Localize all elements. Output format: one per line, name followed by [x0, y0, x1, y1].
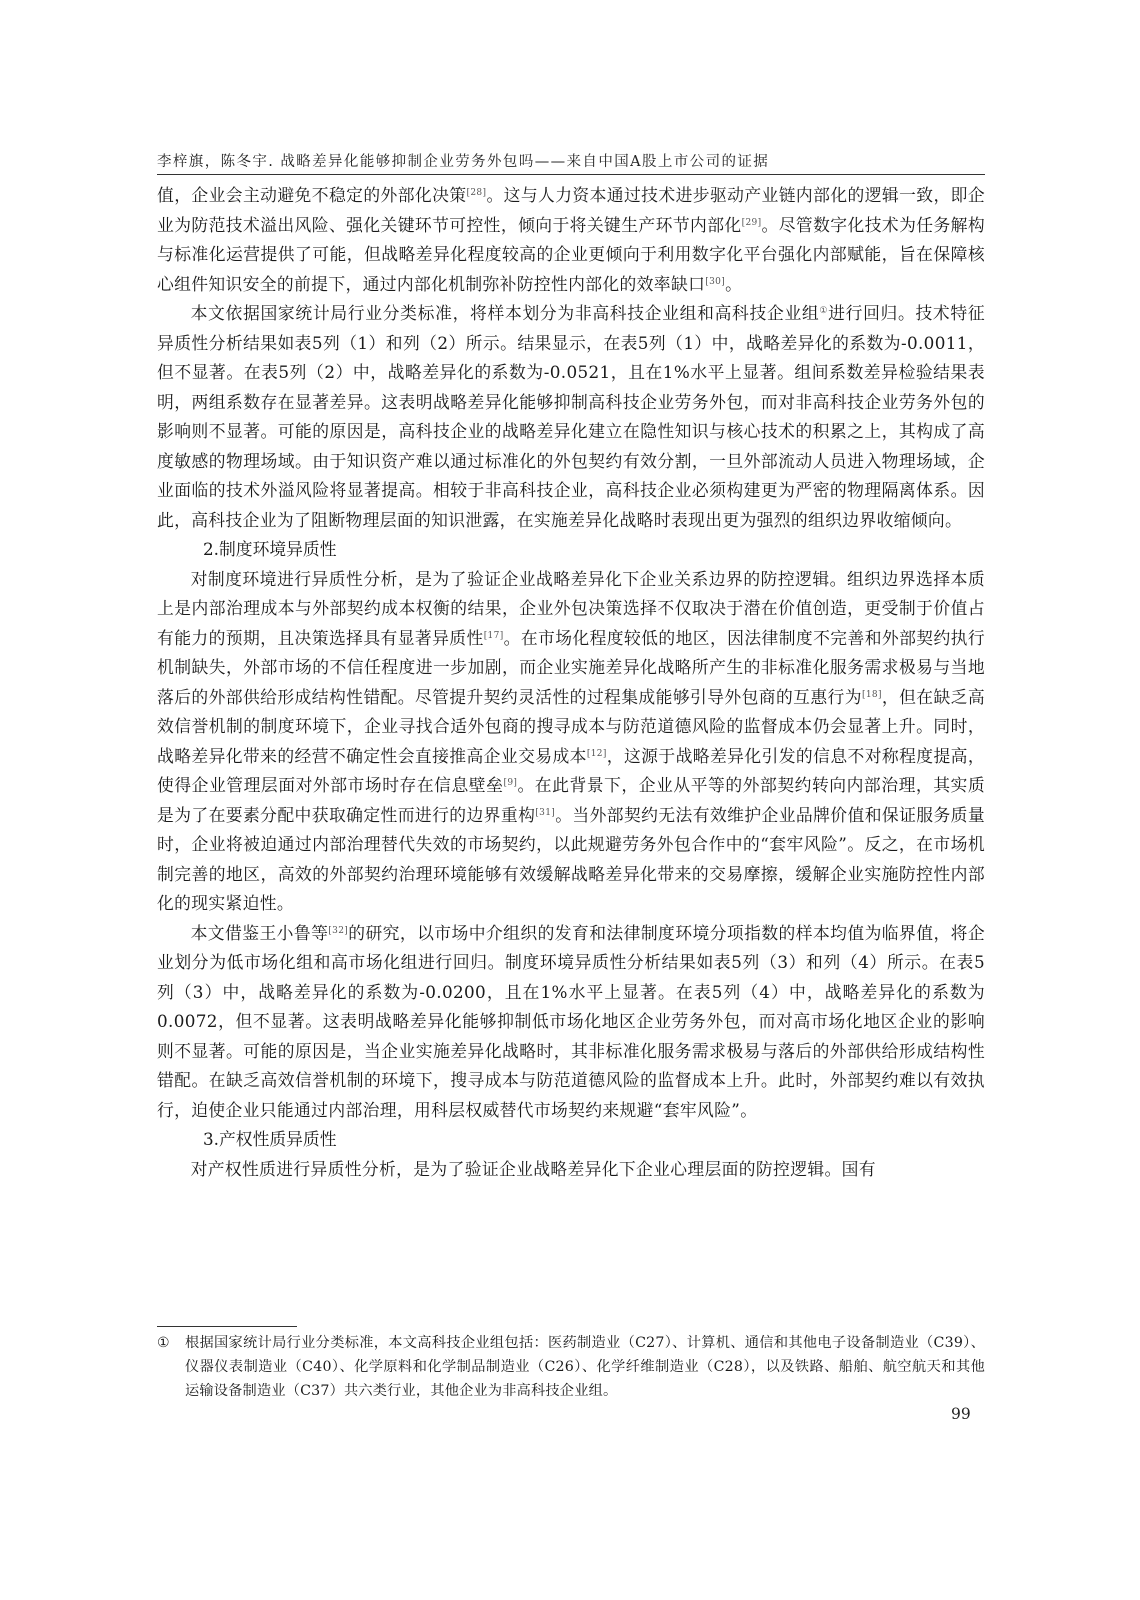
text-run: 。尽管数字化技术为任务解构与标准化运营提供了可能，但战略差异化程度较高的企业更倾向于利用数字化平台强化内部赋能，旨在保障核心组件知识安全的前提下，通过内部化机制弥补防控性内部化的效率缺口 [157, 214, 985, 294]
paragraph-5 [157, 1155, 985, 1185]
footnote-text: 根据国家统计局行业分类标准，本文高科技企业组包括：医药制造业（C27）、计算机、通信和其他电子设备制造业（C39）、仪器仪表制造业（C40）、化学原料和化学制品制造业（C26）、化学纤维制造业（C28），以及铁路、船舶、航空航天和其他运输设备制造业（C37）共六类行业，其他企业为非高科技企业组。 [185, 1335, 985, 1399]
citation-ref[interactable]: [31] [535, 807, 556, 818]
citation-ref[interactable]: [30] [705, 276, 726, 287]
section-heading-3: 3.产权性质异质性 [203, 1129, 337, 1149]
text-run: ，这源于战略差异化引发的信息不对称程度提高，使得企业管理层面对外部市场时存在信息壁垒 [157, 745, 985, 795]
text-run: 。在此背景下，企业从平等的外部契约转向内部治理，其实质是为了在要素分配中获取确定性而进行的边界重构 [157, 775, 985, 825]
paragraph-4 [157, 919, 985, 1126]
text-run: 本文依据国家统计局行业分类标准，将样本划分为非高科技企业组和高科技企业组 [190, 303, 820, 323]
text-run: 对制度环境进行异质性分析，是为了验证企业战略差异化下企业关系边界的防控逻辑。组织边界选择本质上是内部治理成本与外部契约成本权衡的结果，企业外包决策选择不仅取决于潜在价值创造，更受制于价值占有能力的预期，且决策选择具有显著异质性 [157, 568, 985, 648]
citation-ref[interactable]: [18] [861, 689, 882, 700]
citation-ref[interactable]: [12] [586, 748, 607, 759]
text-run: 。在市场化程度较低的地区，因法律制度不完善和外部契约执行机制缺失，外部市场的不信任程度进一步加剧，而企业实施差异化战略所产生的非标准化服务需求极易与当地落后的外部供给形成结构性错配。尽管提升契约灵活性的过程集成能够引导外包商的互惠行为 [157, 627, 985, 707]
footnote-ref[interactable]: ① [819, 306, 829, 316]
paragraph-2 [157, 299, 985, 535]
header-rule [157, 174, 985, 175]
text-run: 对产权性质进行异质性分析，是为了验证企业战略差异化下企业心理层面的防控逻辑。国有 [190, 1158, 876, 1179]
paragraph-3 [157, 565, 985, 919]
paragraph-1 [157, 181, 985, 299]
footnote-rule [157, 1326, 297, 1327]
section-heading-2: 2.制度环境异质性 [203, 539, 337, 559]
text-run: ，但在缺乏高效信誉机制的制度环境下，企业寻找合适外包商的搜寻成本与防范道德风险的监督成本仍会显著上升。同时，战略差异化带来的经营不确定性会直接推高企业交易成本 [157, 686, 985, 766]
running-header: 李梓旗，陈冬宇. 战略差异化能够抑制企业劳务外包吗——来自中国A股上市公司的证据 [157, 154, 770, 170]
page-number: 99 [951, 1405, 971, 1423]
text-run: 进行回归。技术特征异质性分析结果如表5列（1）和列（2）所示。结果显示，在表5列（1）中，战略差异化的系数为-0.0011，但不显著。在表5列（2）中，战略差异化的系数为-0.0521，且在1%水平上显著。组间系数差异检验结果表明，两组系数存在显著差异。这表明战略差异化能够抑制高科技企业劳务外包，而对非高科技企业劳务外包的影响则不显著。可能的原因是，高科技企业的战略差异化建立在隐性知识与核心技术的积累之上，其构成了高度敏感的物理场域。由于知识资产难以通过标准化的外包契约有效分割，一旦外部流动人员进入物理场域，企业面临的技术外溢风险将显著提高。相较于非高科技企业，高科技企业必须构建更为严密的物理隔离体系。因此，高科技企业为了阻断物理层面的知识泄露，在实施差异化战略时表现出更为强烈的组织边界收缩倾向。 [157, 303, 986, 530]
citation-ref[interactable]: [29] [741, 217, 762, 228]
text-run: 值，企业会主动避免不稳定的外部化决策 [157, 185, 467, 205]
text-run: 的研究，以市场中介组织的发育和法律制度环境分项指数的样本均值为临界值，将企业划分为低市场化组和高市场化组进行回归。制度环境异质性分析结果如表5列（3）和列（4）所示。在表5列（3）中，战略差异化的系数为-0.0200，且在1%水平上显著。在表5列（4）中，战略差异化的系数为0.0072，但不显著。这表明战略差异化能够抑制低市场化地区企业劳务外包，而对高市场化地区企业的影响则不显著。可能的原因是，当企业实施差异化战略时，其非标准化服务需求极易与落后的外部供给形成结构性错配。在缺乏高效信誉机制的环境下，搜寻成本与防范道德风险的监督成本上升。此时，外部契约难以有效执行，迫使企业只能通过内部治理，用科层权威替代市场契约来规避“套牢风险”。 [157, 922, 985, 1120]
text-run: 。 [725, 273, 743, 294]
text-run: 。当外部契约无法有效维护企业品牌价值和保证服务质量时，企业将被迫通过内部治理替代失效的市场契约，以此规避劳务外包合作中的“套牢风险”。反之，在市场机制完善的地区，高效的外部契约治理环境能够有效缓解战略差异化带来的交易摩擦，缓解企业实施防控性内部化的现实紧迫性。 [157, 804, 985, 913]
citation-ref[interactable]: [32] [328, 925, 349, 936]
text-run: 本文借鉴王小鲁等 [190, 922, 329, 943]
text-run: 。这与人力资本通过技术进步驱动产业链内部化的逻辑一致，即企业为防范技术溢出风险、强化关键环节可控性，倾向于将关键生产环节内部化 [157, 185, 985, 235]
citation-ref[interactable]: [28] [466, 188, 487, 198]
footnote [157, 1331, 985, 1403]
body-text [157, 181, 985, 1184]
citation-ref[interactable]: [9] [503, 778, 518, 788]
footnote-marker: ① [157, 1335, 170, 1351]
citation-ref[interactable]: [17] [483, 630, 504, 641]
